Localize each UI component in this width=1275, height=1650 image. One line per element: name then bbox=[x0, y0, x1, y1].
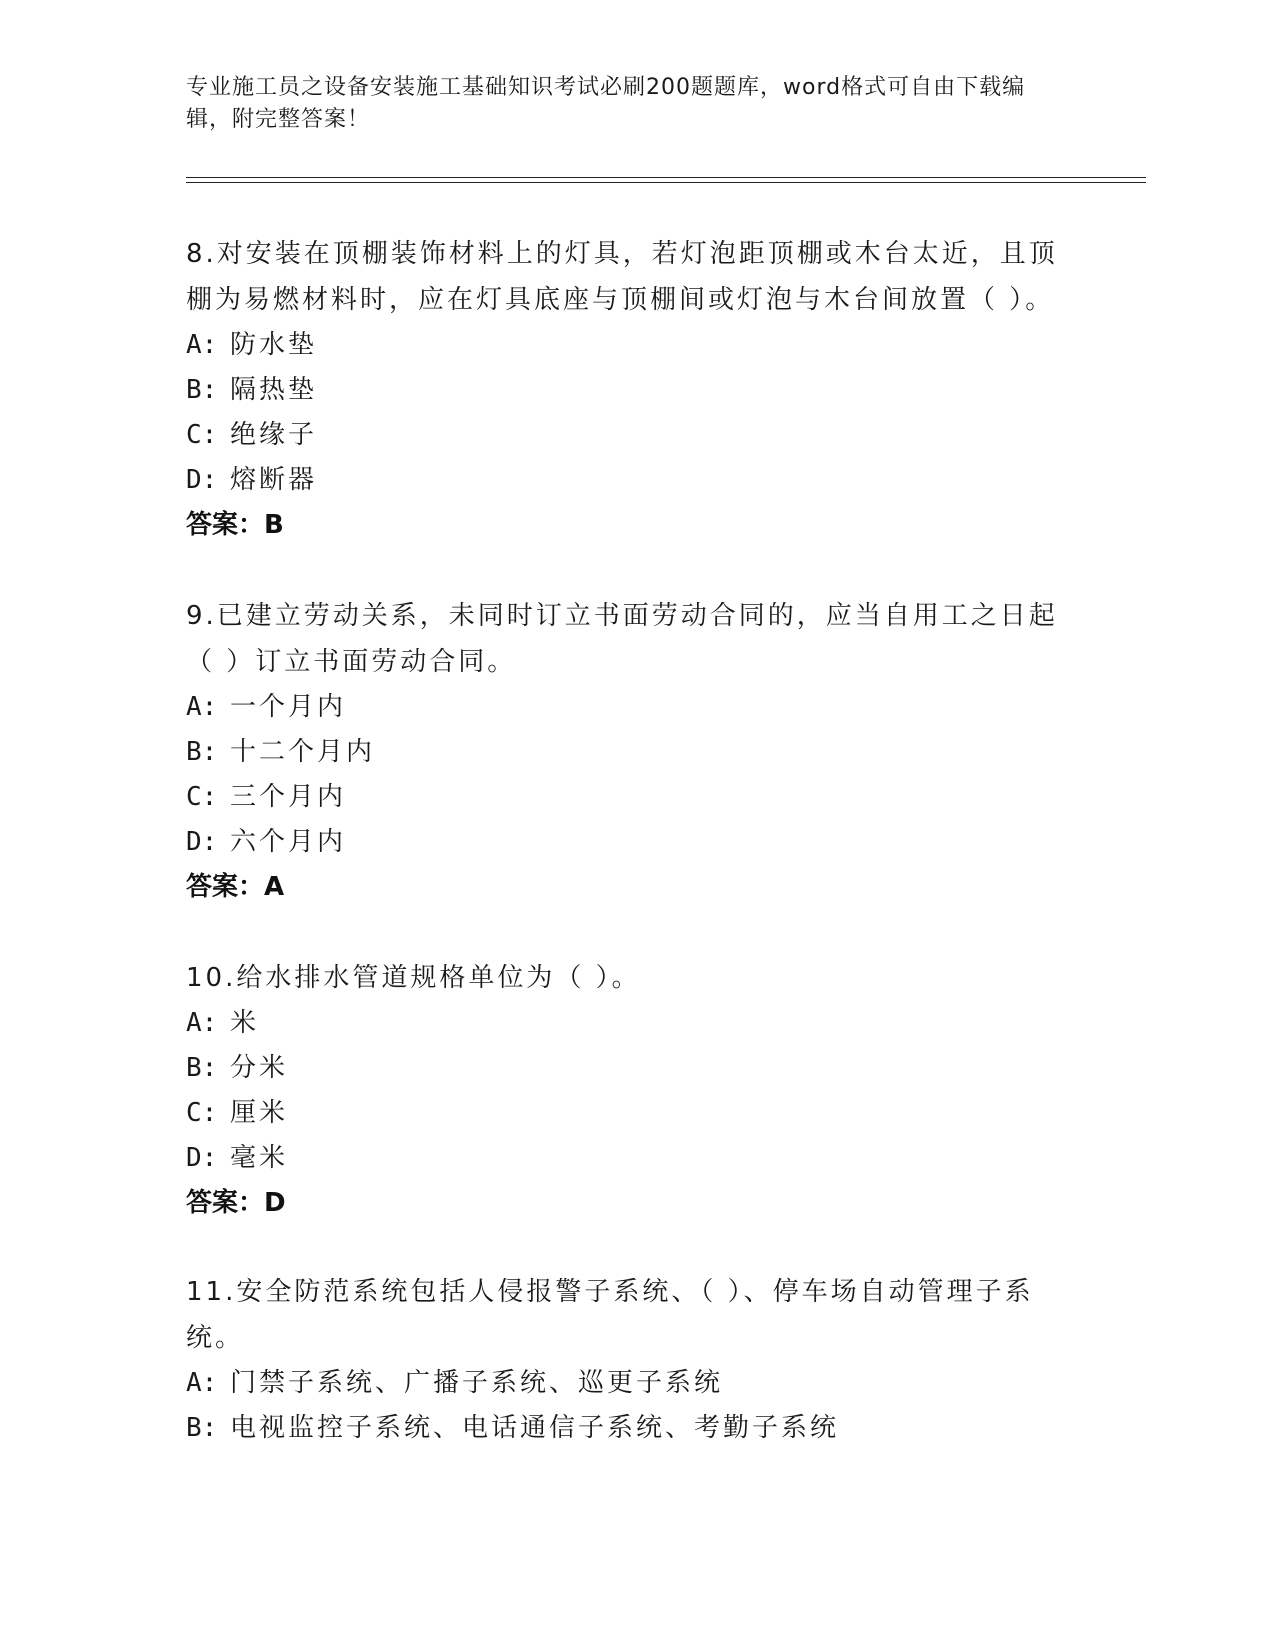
option-letter: D: bbox=[186, 1143, 218, 1173]
option-letter: A: bbox=[186, 1368, 218, 1398]
option-text: 毫米 bbox=[230, 1143, 289, 1173]
option-letter: B: bbox=[186, 1053, 218, 1083]
option-text: 电视监控子系统、电话通信子系统、考勤子系统 bbox=[230, 1413, 840, 1443]
option-b bbox=[186, 730, 1066, 775]
option-letter: A: bbox=[186, 692, 218, 722]
option-text: 三个月内 bbox=[230, 782, 347, 812]
option-d bbox=[186, 458, 1066, 503]
option-text: 六个月内 bbox=[230, 827, 347, 857]
option-a bbox=[186, 1001, 1066, 1046]
option-b bbox=[186, 1046, 1066, 1091]
answer-line bbox=[186, 503, 1066, 548]
answer-line bbox=[186, 865, 1066, 910]
option-a bbox=[186, 323, 1066, 368]
question-stem: 8.对安装在顶棚装饰材料上的灯具，若灯泡距顶棚或木台太近，且顶棚为易燃材料时，应在灯具底座与顶棚间或灯泡与木台间放置（ ）。 bbox=[186, 239, 1058, 315]
option-letter: C: bbox=[186, 782, 218, 812]
option-letter: C: bbox=[186, 1098, 218, 1128]
option-text: 米 bbox=[230, 1008, 260, 1038]
option-letter: B: bbox=[186, 1413, 218, 1443]
question-8 bbox=[186, 231, 1066, 548]
option-c bbox=[186, 413, 1066, 458]
answer-label: 答案： bbox=[186, 1188, 265, 1218]
option-d bbox=[186, 820, 1066, 865]
header-divider-line bbox=[186, 182, 1146, 183]
option-text: 门禁子系统、广播子系统、巡更子系统 bbox=[230, 1368, 724, 1398]
answer-line bbox=[186, 1181, 1066, 1226]
question-11 bbox=[186, 1269, 1066, 1451]
question-stem: 9.已建立劳动关系，未同时订立书面劳动合同的，应当自用工之日起（ ）订立书面劳动合同。 bbox=[186, 601, 1058, 677]
document-header: 专业施工员之设备安装施工基础知识考试必刷200题题库，word格式可自由下载编辑，附完整答案！ bbox=[186, 75, 1026, 132]
question-stem: 11.安全防范系统包括人侵报警子系统、（ ）、停车场自动管理子系统。 bbox=[186, 1277, 1034, 1353]
answer-label: 答案： bbox=[186, 510, 265, 540]
option-letter: A: bbox=[186, 1008, 218, 1038]
header-divider-line bbox=[186, 177, 1146, 178]
answer-value: A bbox=[264, 872, 285, 902]
option-c bbox=[186, 775, 1066, 820]
option-text: 一个月内 bbox=[230, 692, 347, 722]
option-text: 厘米 bbox=[230, 1098, 289, 1128]
option-letter: D: bbox=[186, 827, 218, 857]
answer-value: B bbox=[264, 510, 284, 540]
option-letter: B: bbox=[186, 375, 218, 405]
question-10 bbox=[186, 955, 1066, 1226]
option-d bbox=[186, 1136, 1066, 1181]
question-9 bbox=[186, 593, 1066, 910]
option-text: 绝缘子 bbox=[230, 420, 318, 450]
question-stem: 10.给水排水管道规格单位为（ ）。 bbox=[186, 963, 641, 993]
option-letter: A: bbox=[186, 330, 218, 360]
option-text: 防水垫 bbox=[230, 330, 318, 360]
option-letter: B: bbox=[186, 737, 218, 767]
option-a bbox=[186, 1361, 1066, 1406]
option-b bbox=[186, 368, 1066, 413]
option-text: 熔断器 bbox=[230, 465, 318, 495]
answer-value: D bbox=[264, 1188, 286, 1218]
option-letter: C: bbox=[186, 420, 218, 450]
option-b bbox=[186, 1406, 1066, 1451]
answer-label: 答案： bbox=[186, 872, 265, 902]
option-text: 隔热垫 bbox=[230, 375, 318, 405]
option-c bbox=[186, 1091, 1066, 1136]
option-text: 分米 bbox=[230, 1053, 289, 1083]
option-letter: D: bbox=[186, 465, 218, 495]
option-a bbox=[186, 685, 1066, 730]
option-text: 十二个月内 bbox=[230, 737, 376, 767]
